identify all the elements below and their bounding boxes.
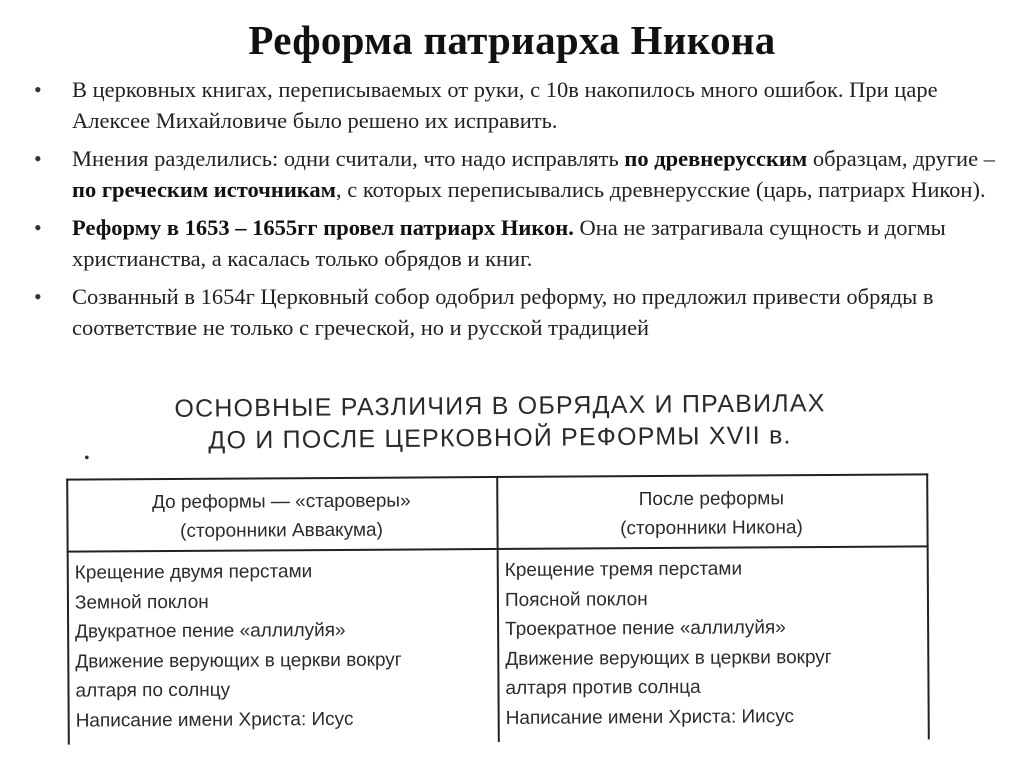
before-item: Двукратное пение «аллилуйя» bbox=[75, 619, 346, 643]
before-item: алтаря по солнцу bbox=[75, 679, 231, 702]
bullet-item bbox=[0, 281, 1024, 343]
slide-title: Реформа патриарха Никона bbox=[248, 17, 776, 63]
after-header-line2: (сторонники Никона) bbox=[620, 517, 803, 540]
bullet-item bbox=[0, 212, 1024, 274]
bullet-text: образцам, другие – bbox=[807, 146, 995, 171]
bullet-text-bold: Реформу в 1653 – 1655гг провел патриарх Никон. bbox=[72, 215, 574, 240]
comparison-title-line1: ОСНОВНЫЕ РАЗЛИЧИЯ В ОБРЯДАХ И ПРАВИЛАХ bbox=[174, 389, 826, 423]
bullet-text: В церковных книгах, переписываемых от руки, с 10в накопилось много ошибок. При царе Алексее Михайловиче было решено их исправить. bbox=[72, 77, 938, 133]
after-item: Движение верующих в церкви вокруг bbox=[505, 646, 832, 670]
before-item: Крещение двумя перстами bbox=[74, 561, 313, 584]
before-header-line2: (сторонники Аввакума) bbox=[180, 519, 383, 542]
after-item: Троекратное пение «аллилуйя» bbox=[505, 617, 786, 640]
before-reform-list bbox=[75, 556, 496, 736]
bullet-dot: • bbox=[34, 215, 42, 240]
bullet-text: Созванный в 1654г Церковный собор одобрил реформу, но предложил привести обряды в соответствие не только с греческой, но и русской традицией bbox=[72, 284, 934, 340]
bullet-text-bold: по греческим источникам bbox=[72, 177, 337, 202]
scan-mark: • bbox=[84, 450, 90, 467]
before-item: Движение верующих в церкви вокруг bbox=[75, 649, 402, 673]
after-item: алтаря против солнца bbox=[505, 676, 701, 699]
bullet-item bbox=[0, 74, 1024, 136]
bullet-list bbox=[0, 74, 1024, 350]
comparison-title-line2: ДО И ПОСЛЕ ЦЕРКОВНОЙ РЕФОРМЫ XVII в. bbox=[208, 421, 792, 455]
bullet-text: Она не затрагивала сущность и догмы христианства, а касалась только обрядов и книг. bbox=[72, 215, 946, 271]
comparison-scan bbox=[60, 384, 940, 744]
bullet-text-bold: по древнерусским bbox=[624, 146, 808, 171]
after-header-line1: После реформы bbox=[638, 488, 785, 511]
before-item: Написание имени Христа: Исус bbox=[75, 708, 354, 732]
comparison-table bbox=[66, 473, 928, 744]
bullet-dot: • bbox=[34, 77, 42, 102]
before-reform-header bbox=[68, 486, 494, 547]
after-reform-header bbox=[498, 483, 924, 544]
bullet-text: , с которых переписывались древнерусские (царь, патриарх Никон). bbox=[336, 177, 986, 202]
after-reform-list bbox=[505, 553, 926, 733]
bullet-dot: • bbox=[34, 284, 42, 309]
before-header-line1: До реформы — «староверы» bbox=[151, 490, 411, 514]
bullet-text: Мнения разделились: одни считали, что надо исправлять bbox=[72, 146, 625, 171]
after-item: Поясной поклон bbox=[504, 588, 648, 611]
bullet-dot: • bbox=[34, 146, 42, 171]
after-item: Написание имени Христа: Иисус bbox=[505, 705, 795, 729]
before-item: Земной поклон bbox=[74, 591, 209, 614]
after-item: Крещение тремя перстами bbox=[504, 558, 743, 581]
bullet-item bbox=[0, 143, 1024, 205]
